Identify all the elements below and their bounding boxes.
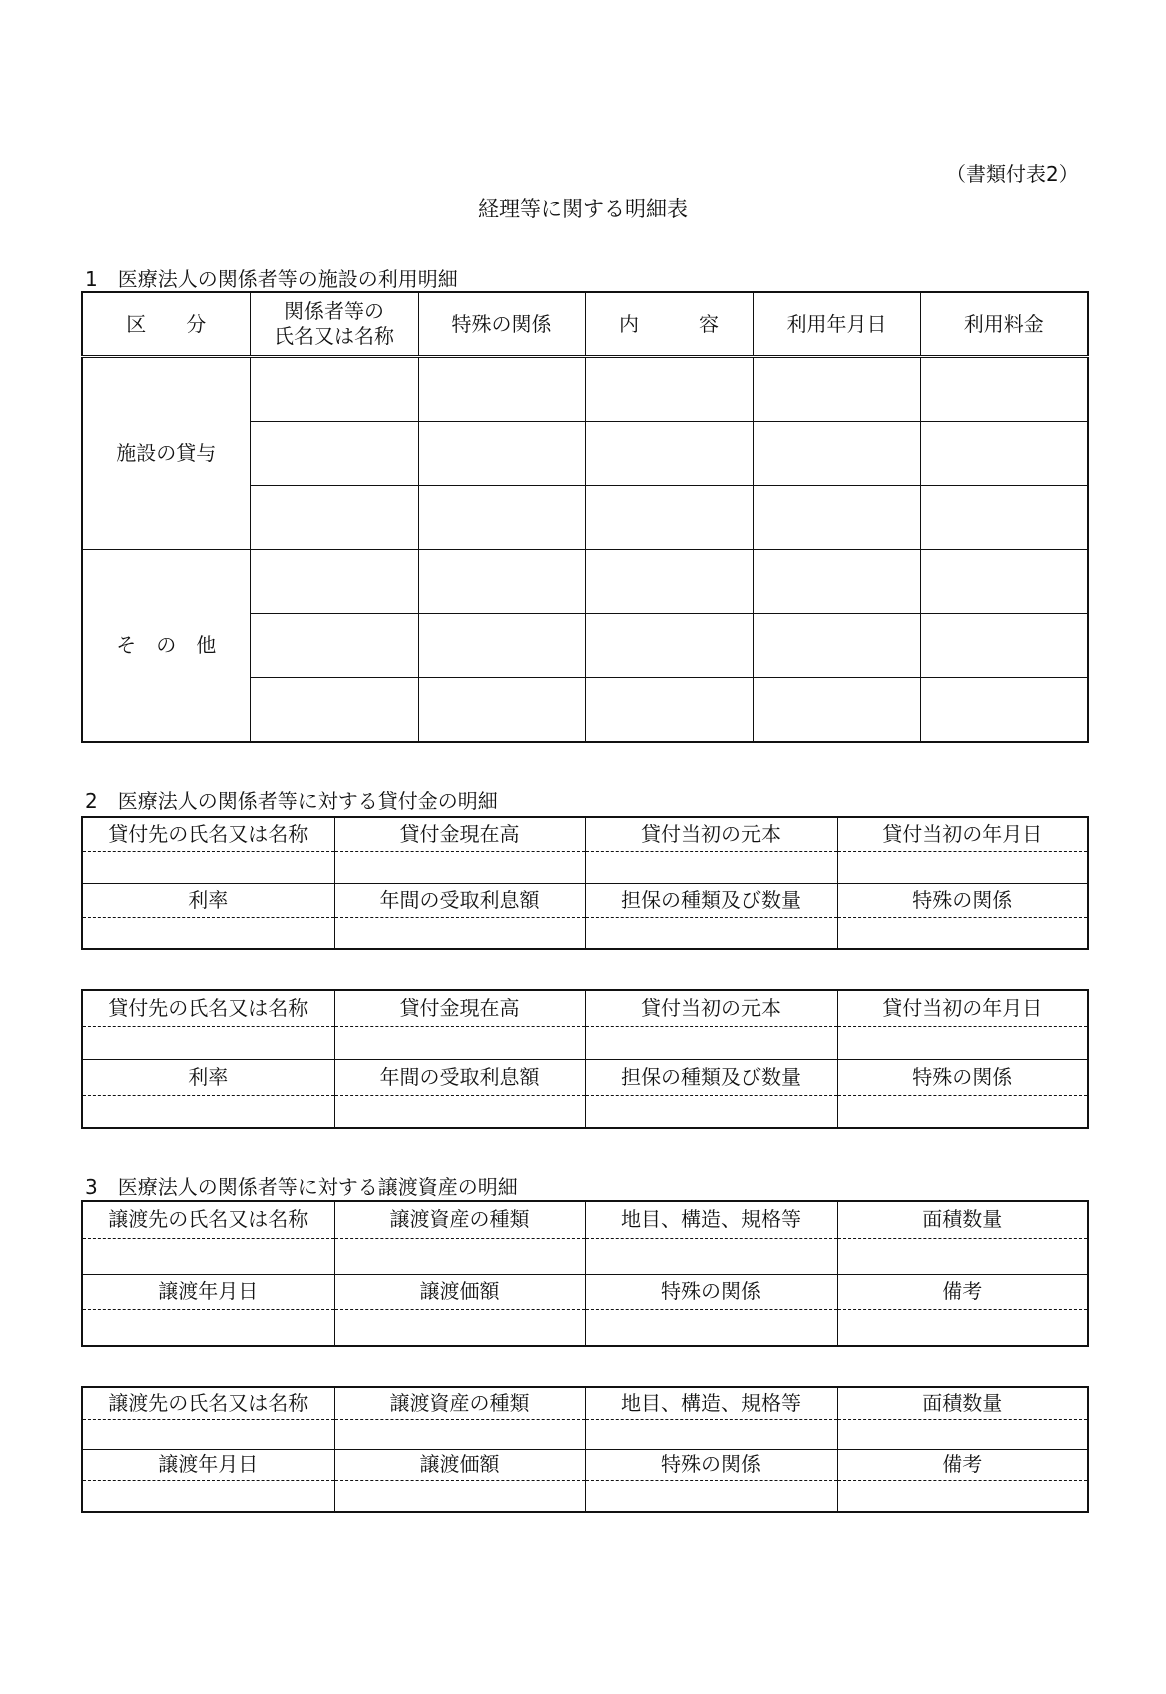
- input-cell[interactable]: [82, 1419, 334, 1449]
- input-cell[interactable]: [585, 1309, 837, 1346]
- input-cell[interactable]: [920, 678, 1088, 743]
- input-cell[interactable]: [920, 614, 1088, 678]
- input-cell[interactable]: [250, 550, 418, 614]
- label-special-relationship: 特殊の関係: [585, 1449, 837, 1480]
- label-special-relationship: 特殊の関係: [837, 1059, 1088, 1095]
- value-row: [82, 851, 1088, 883]
- input-cell[interactable]: [82, 917, 334, 949]
- input-cell[interactable]: [585, 917, 837, 949]
- input-cell[interactable]: [334, 1095, 585, 1128]
- label-annual-interest: 年間の受取利息額: [334, 1059, 585, 1095]
- label-row: [82, 990, 1088, 1026]
- label-special-relationship: 特殊の関係: [837, 883, 1088, 917]
- value-row: [82, 1419, 1088, 1449]
- input-cell[interactable]: [920, 357, 1088, 422]
- value-row: [82, 917, 1088, 949]
- input-cell[interactable]: [753, 550, 920, 614]
- label-initial-principal: 貸付当初の元本: [585, 990, 837, 1026]
- transfer-table-1: [81, 1200, 1089, 1347]
- header-usage-date: 利用年月日: [753, 292, 920, 357]
- input-cell[interactable]: [585, 1095, 837, 1128]
- input-cell[interactable]: [334, 851, 585, 883]
- header-usage-fee: 利用料金: [920, 292, 1088, 357]
- facility-usage-table: [81, 291, 1089, 743]
- document-label: （書類付表2）: [946, 162, 1079, 186]
- input-cell[interactable]: [418, 678, 585, 743]
- input-cell[interactable]: [418, 422, 585, 486]
- input-cell[interactable]: [837, 1419, 1088, 1449]
- input-cell[interactable]: [585, 678, 753, 743]
- loan-table-2: [81, 989, 1089, 1129]
- input-cell[interactable]: [334, 917, 585, 949]
- input-cell[interactable]: [585, 422, 753, 486]
- value-row: [82, 1309, 1088, 1346]
- label-transferee-name: 譲渡先の氏名又は名称: [82, 1387, 334, 1419]
- label-special-relationship: 特殊の関係: [585, 1274, 837, 1309]
- label-remarks: 備考: [837, 1449, 1088, 1480]
- label-row: [82, 817, 1088, 851]
- label-row: [82, 1201, 1088, 1238]
- label-loan-balance: 貸付金現在高: [334, 817, 585, 851]
- input-cell[interactable]: [920, 486, 1088, 550]
- header-special-relationship: 特殊の関係: [418, 292, 585, 357]
- label-interest-rate: 利率: [82, 1059, 334, 1095]
- label-interest-rate: 利率: [82, 883, 334, 917]
- input-cell[interactable]: [82, 851, 334, 883]
- label-land-structure-spec: 地目、構造、規格等: [585, 1201, 837, 1238]
- table-header-row: [82, 292, 1088, 357]
- label-row: [82, 1387, 1088, 1419]
- label-row: [82, 883, 1088, 917]
- label-transfer-price: 譲渡価額: [334, 1449, 585, 1480]
- input-cell[interactable]: [585, 614, 753, 678]
- header-related-party-name-text: 関係者等の 氏名又は名称: [274, 299, 394, 348]
- label-transfer-date: 譲渡年月日: [82, 1449, 334, 1480]
- label-annual-interest: 年間の受取利息額: [334, 883, 585, 917]
- label-borrower-name: 貸付先の氏名又は名称: [82, 990, 334, 1026]
- input-cell[interactable]: [837, 1238, 1088, 1274]
- input-cell[interactable]: [585, 1419, 837, 1449]
- transfer-table-2: [81, 1386, 1089, 1513]
- input-cell[interactable]: [837, 917, 1088, 949]
- label-remarks: 備考: [837, 1274, 1088, 1309]
- input-cell[interactable]: [920, 550, 1088, 614]
- input-cell[interactable]: [837, 1480, 1088, 1512]
- input-cell[interactable]: [753, 614, 920, 678]
- input-cell[interactable]: [753, 486, 920, 550]
- section1-heading: 1 医療法人の関係者等の施設の利用明細: [85, 267, 458, 291]
- label-initial-loan-date: 貸付当初の年月日: [837, 990, 1088, 1026]
- table-row: [82, 357, 1088, 422]
- label-area-quantity: 面積数量: [837, 1387, 1088, 1419]
- input-cell[interactable]: [585, 357, 753, 422]
- value-row: [82, 1026, 1088, 1059]
- input-cell[interactable]: [82, 1480, 334, 1512]
- input-cell[interactable]: [334, 1480, 585, 1512]
- input-cell[interactable]: [753, 678, 920, 743]
- input-cell[interactable]: [585, 486, 753, 550]
- input-cell[interactable]: [585, 550, 753, 614]
- input-cell[interactable]: [585, 1238, 837, 1274]
- input-cell[interactable]: [82, 1026, 334, 1059]
- input-cell[interactable]: [753, 357, 920, 422]
- input-cell[interactable]: [250, 422, 418, 486]
- input-cell[interactable]: [753, 422, 920, 486]
- input-cell[interactable]: [334, 1309, 585, 1346]
- input-cell[interactable]: [418, 486, 585, 550]
- label-row: [82, 1449, 1088, 1480]
- label-row: [82, 1059, 1088, 1095]
- input-cell[interactable]: [82, 1238, 334, 1274]
- input-cell[interactable]: [837, 1026, 1088, 1059]
- value-row: [82, 1238, 1088, 1274]
- header-related-party-name: [250, 292, 418, 357]
- input-cell[interactable]: [418, 614, 585, 678]
- input-cell[interactable]: [418, 357, 585, 422]
- label-collateral: 担保の種類及び数量: [585, 1059, 837, 1095]
- label-transfer-date: 譲渡年月日: [82, 1274, 334, 1309]
- document-title: 経理等に関する明細表: [478, 197, 688, 221]
- label-initial-principal: 貸付当初の元本: [585, 817, 837, 851]
- label-row: [82, 1274, 1088, 1309]
- loan-table-1: [81, 816, 1089, 950]
- label-collateral: 担保の種類及び数量: [585, 883, 837, 917]
- section2-heading: 2 医療法人の関係者等に対する貸付金の明細: [85, 789, 498, 813]
- label-transferee-name: 譲渡先の氏名又は名称: [82, 1201, 334, 1238]
- input-cell[interactable]: [334, 1238, 585, 1274]
- input-cell[interactable]: [920, 422, 1088, 486]
- input-cell[interactable]: [250, 614, 418, 678]
- input-cell[interactable]: [585, 1026, 837, 1059]
- label-transfer-price: 譲渡価額: [334, 1274, 585, 1309]
- input-cell[interactable]: [82, 1095, 334, 1128]
- label-land-structure-spec: 地目、構造、規格等: [585, 1387, 837, 1419]
- table-row: [82, 550, 1088, 614]
- input-cell[interactable]: [585, 851, 837, 883]
- input-cell[interactable]: [250, 486, 418, 550]
- label-asset-type: 譲渡資産の種類: [334, 1387, 585, 1419]
- input-cell[interactable]: [250, 357, 418, 422]
- input-cell[interactable]: [82, 1309, 334, 1346]
- value-row: [82, 1095, 1088, 1128]
- input-cell[interactable]: [250, 678, 418, 743]
- category-other: そ の 他: [82, 550, 250, 743]
- input-cell[interactable]: [837, 1095, 1088, 1128]
- label-borrower-name: 貸付先の氏名又は名称: [82, 817, 334, 851]
- input-cell[interactable]: [585, 1480, 837, 1512]
- input-cell[interactable]: [837, 1309, 1088, 1346]
- category-facility-lending: 施設の貸与: [82, 357, 250, 550]
- value-row: [82, 1480, 1088, 1512]
- input-cell[interactable]: [418, 550, 585, 614]
- header-category: 区 分: [82, 292, 250, 357]
- label-initial-loan-date: 貸付当初の年月日: [837, 817, 1088, 851]
- header-content: 内 容: [585, 292, 753, 357]
- label-area-quantity: 面積数量: [837, 1201, 1088, 1238]
- section3-heading: 3 医療法人の関係者等に対する譲渡資産の明細: [85, 1175, 518, 1199]
- input-cell[interactable]: [334, 1026, 585, 1059]
- label-asset-type: 譲渡資産の種類: [334, 1201, 585, 1238]
- input-cell[interactable]: [334, 1419, 585, 1449]
- label-loan-balance: 貸付金現在高: [334, 990, 585, 1026]
- input-cell[interactable]: [837, 851, 1088, 883]
